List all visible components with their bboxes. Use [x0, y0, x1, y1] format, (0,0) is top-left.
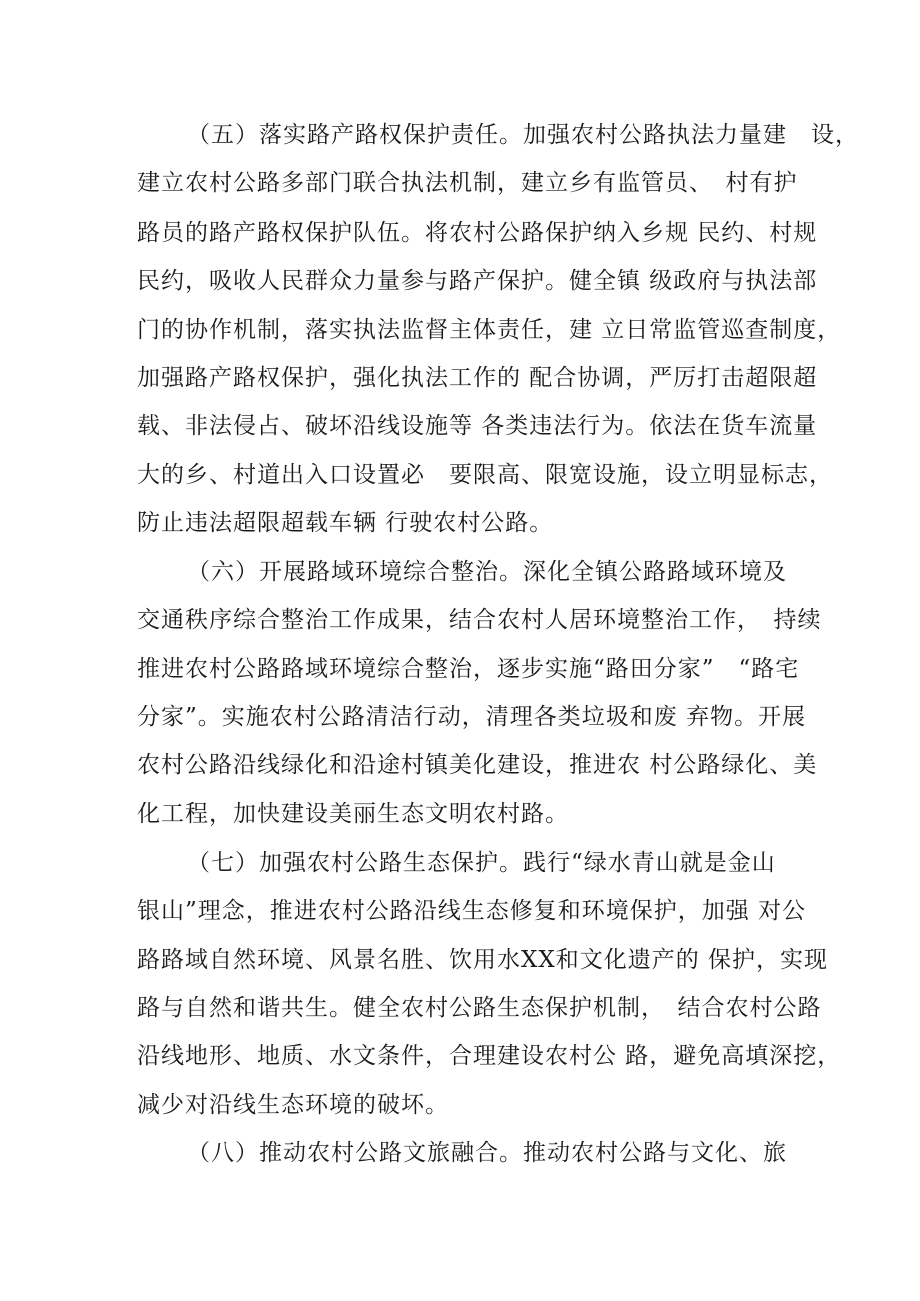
paragraph-line: 化工程，加快建设美丽生态文明农村路。 — [137, 801, 569, 827]
paragraph-line: 门的协作机制，落实执法监督主体责任，建 立日常监管巡查制度， — [137, 317, 842, 343]
paragraph-line: 减少对沿线生态环境的破坏。 — [137, 1092, 449, 1118]
paragraph-line: 大的乡、村道出入口设置必 要限高、限宽设施，设立明显标志， — [137, 462, 833, 488]
paragraph-line: 民约，吸收人民群众力量参与路产保护。健全镇 级政府与执法部 — [137, 268, 818, 294]
paragraph-line: （五）落实路产路权保护责任。加强农村公路执法力量建 设， — [187, 122, 859, 148]
paragraph-line: 分家”。实施农村公路清洁行动，清理各类垃圾和废 弃物。开展 — [137, 704, 807, 730]
paragraph-line: （八）推动农村公路文旅融合。推动农村公路与文化、旅 — [187, 1140, 787, 1166]
paragraph-line: 银山”理念，推进农村公路沿线生态修复和环境保护，加强 对公 — [137, 898, 807, 924]
paragraph-line: 路与自然和谐共生。健全农村公路生态保护机制， 结合农村公路 — [137, 995, 822, 1021]
paragraph-line: 建立农村公路多部门联合执法机制，建立乡有监管员、 村有护 — [137, 170, 798, 196]
paragraph-line: 交通秩序综合整治工作成果，结合农村人居环境整治工作， 持续 — [137, 607, 822, 633]
paragraph-line: （六）开展路域环境综合整治。深化全镇公路路域环境及 — [187, 559, 787, 585]
paragraph-line: 路路域自然环境、风景名胜、饮用水XX和文化遗产的 保护，实现 — [137, 947, 829, 973]
paragraph-line: 沿线地形、地质、水文条件，合理建设农村公 路，避免高填深挖， — [137, 1043, 842, 1069]
paragraph-line: 防止违法超限超载车辆 行驶农村公路。 — [137, 510, 554, 536]
paragraph-line: 加强路产路权保护，强化执法工作的 配合协调，严厉打击超限超 — [137, 365, 818, 391]
paragraph-line: 农村公路沿线绿化和沿途村镇美化建设，推进农 村公路绿化、美 — [137, 752, 818, 778]
paragraph-line: 路员的路产路权保护队伍。将农村公路保护纳入乡规 民约、村规 — [137, 220, 818, 246]
paragraph-line: 推进农村公路路域环境综合整治，逐步实施“路田分家” “路宅 — [137, 656, 800, 682]
paragraph-line: 载、非法侵占、破坏沿线设施等 各类违法行为。依法在货车流量 — [137, 413, 818, 439]
paragraph-line: （七）加强农村公路生态保护。践行“绿水青山就是金山 — [187, 850, 776, 876]
